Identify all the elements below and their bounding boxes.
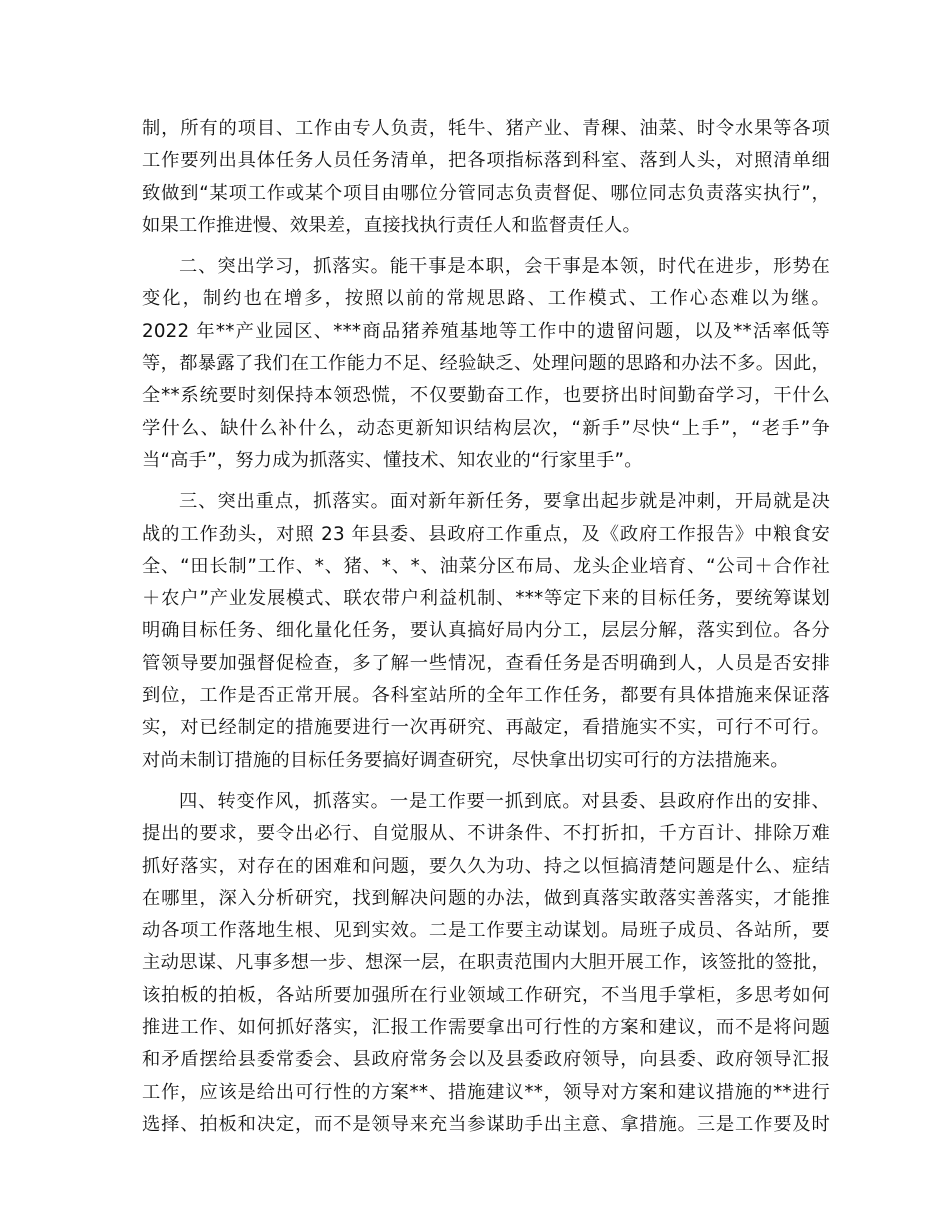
text-line: 致做到“某项工作或某个项目由哪位分管同志负责督促、哪位同志负责落实执行”，	[142, 182, 830, 204]
paragraph-continuation	[142, 113, 830, 242]
text-line: 变化，制约也在增多，按照以前的常规思路、工作模式、工作心态难以为继。	[142, 288, 830, 310]
text-line: 工作，应该是给出可行性的方案**、措施建议**，领导对方案和建议措施的**进行	[142, 1081, 830, 1103]
text-line: 明确目标任务、细化量化任务，要认真搞好局内分工，层层分解，落实到位。各分	[142, 620, 830, 642]
text-line: 在哪里，深入分析研究，找到解决问题的办法，做到真落实敢落实善落实，才能推	[142, 887, 830, 909]
text-line: 对尚未制订措施的目标任务要搞好调查研究，尽快拿出切实可行的方法措施来。	[142, 749, 789, 771]
text-line: 提出的要求，要令出必行、自觉服从、不讲条件、不打折扣，千方百计、排除万难	[142, 823, 830, 845]
document-page	[142, 113, 830, 1150]
text-line: 全、“田长制”工作、*、猪、*、*、油菜分区布局、龙头企业培育、“公司＋合作社	[142, 555, 830, 577]
text-line: 战的工作劲头，对照 23 年县委、县政府工作重点，及《政府工作报告》中粮食安	[142, 523, 830, 545]
text-line: 推进工作、如何抓好落实，汇报工作需要拿出可行性的方案和建议，而不是将问题	[142, 1017, 830, 1039]
paragraph-section-3	[142, 486, 830, 777]
text-line: 二、突出学习，抓落实。能干事是本职，会干事是本领，时代在进步，形势在	[179, 256, 830, 278]
text-line: 2022 年**产业园区、***商品猪养殖基地等工作中的遗留问题，以及**活率低等	[142, 320, 830, 342]
paragraph-section-4	[142, 786, 830, 1141]
text-line: 三、突出重点，抓落实。面对新年新任务，要拿出起步就是冲刺，开局就是决	[179, 491, 830, 513]
text-line: 和矛盾摆给县委常委会、县政府常务会以及县委政府领导，向县委、政府领导汇报	[142, 1049, 830, 1071]
text-line: 动各项工作落地生根、见到实效。二是工作要主动谋划。局班子成员、各站所，要	[142, 920, 830, 942]
text-line: 选择、拍板和决定，而不是领导来充当参谋助手出主意、拿措施。三是工作要及时	[142, 1113, 830, 1135]
text-line: ＋农户”产业发展模式、联农带户利益机制、***等定下来的目标任务，要统筹谋划	[142, 588, 830, 610]
text-line: 实，对已经制定的措施要进行一次再研究、再敲定，看措施实不实，可行不可行。	[142, 717, 830, 739]
text-line: 等，都暴露了我们在工作能力不足、经验缺乏、处理问题的思路和办法不多。因此，	[142, 353, 830, 375]
text-line: 工作要列出具体任务人员任务清单，把各项指标落到科室、落到人头，对照清单细	[142, 150, 830, 172]
text-line: 该拍板的拍板，各站所要加强所在行业领域工作研究，不当甩手掌柜，多思考如何	[142, 984, 830, 1006]
text-line: 四、转变作风，抓落实。一是工作要一抓到底。对县委、县政府作出的安排、	[179, 790, 830, 812]
text-line: 主动思谋、凡事多想一步、想深一层，在职责范围内大胆开展工作，该签批的签批，	[142, 952, 830, 974]
text-line: 当“高手”，努力成为抓落实、懂技术、知农业的“行家里手”。	[142, 449, 643, 471]
text-line: 学什么、缺什么补什么，动态更新知识结构层次，“新手”尽快“上手”，“老手”争	[142, 417, 830, 439]
text-line: 制，所有的项目、工作由专人负责，牦牛、猪产业、青稞、油菜、时令水果等各项	[142, 118, 830, 139]
text-line: 全**系统要时刻保持本领恐慌，不仅要勤奋工作，也要挤出时间勤奋学习，干什么	[142, 385, 830, 407]
paragraph-section-2	[142, 251, 830, 477]
text-line: 抓好落实，对存在的困难和问题，要久久为功、持之以恒搞清楚问题是什么、症结	[142, 855, 830, 877]
text-line: 如果工作推进慢、效果差，直接找执行责任人和监督责任人。	[142, 214, 641, 236]
text-line: 管领导要加强督促检查，多了解一些情况，查看任务是否明确到人，人员是否安排	[142, 652, 830, 674]
text-line: 到位，工作是否正常开展。各科室站所的全年工作任务，都要有具体措施来保证落	[142, 685, 830, 707]
